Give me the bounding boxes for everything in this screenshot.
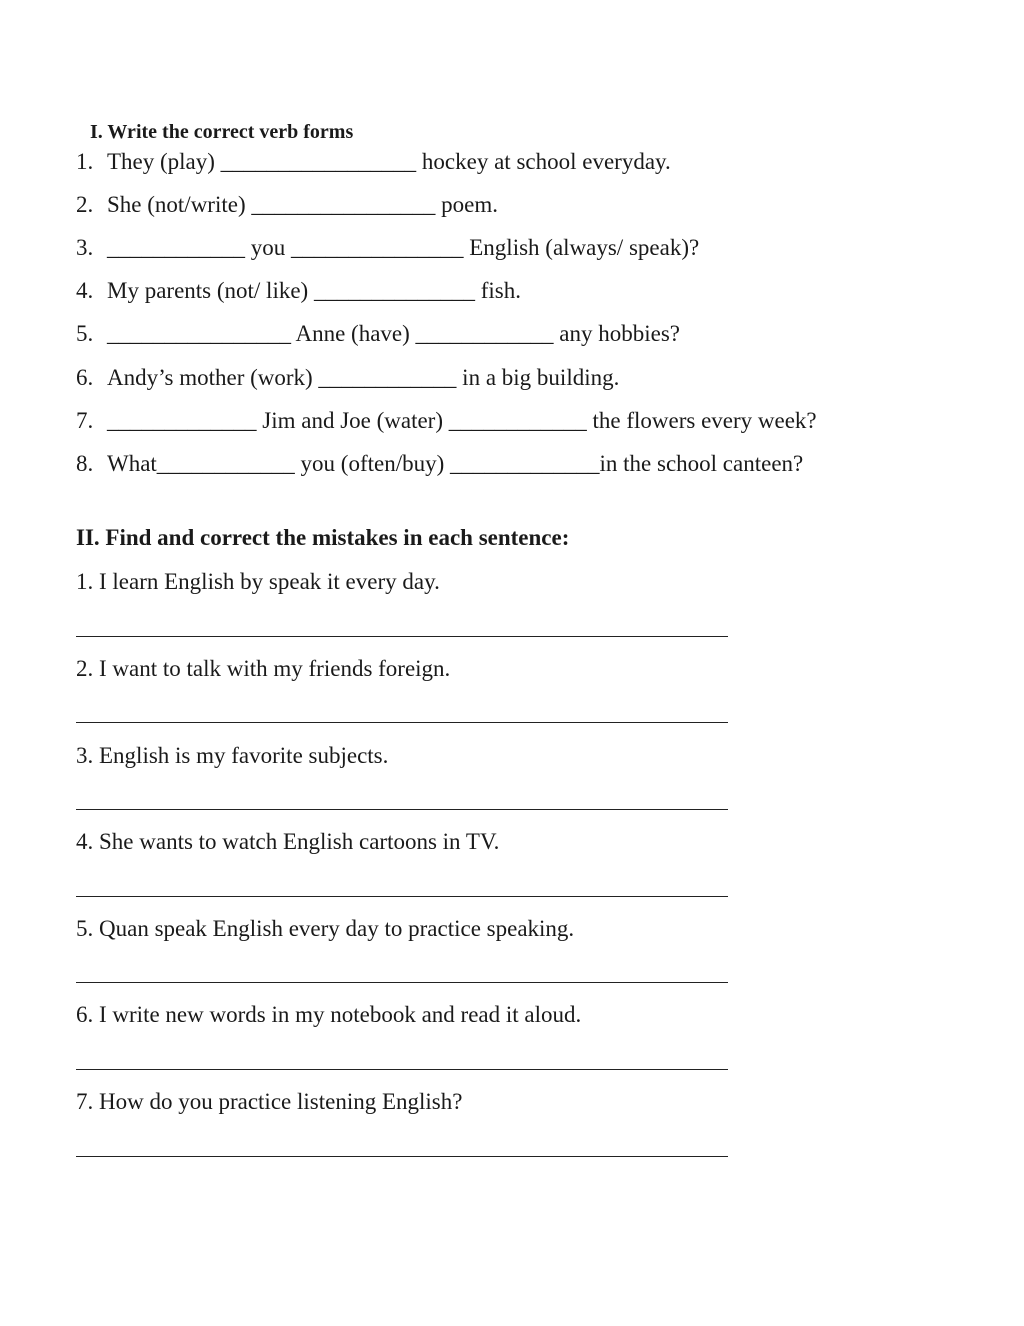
exercise-1-item-2 — [76, 191, 498, 219]
answer-line-3 — [76, 809, 728, 810]
item-number: 6. — [76, 365, 94, 390]
section-2-title: II. Find and correct the mistakes in each sentence: — [76, 525, 570, 550]
item-number: 1. — [76, 149, 94, 174]
item-text: My parents (not/ like) ______________ fish. — [107, 278, 521, 303]
item-number: 8. — [76, 451, 94, 476]
item-number: 4. — [76, 278, 94, 303]
item-number: 2. — [76, 192, 94, 217]
item-text: They (play) _________________ hockey at school everyday. — [107, 149, 671, 174]
section-1-title: I. Write the correct verb forms — [90, 121, 354, 143]
exercise-1-item-8 — [76, 450, 803, 478]
item-text: _____________ Jim and Joe (water) ____________ the flowers every week? — [107, 408, 817, 433]
exercise-1-item-1 — [76, 148, 671, 176]
exercise-1-item-3 — [76, 234, 699, 262]
answer-line-4 — [76, 896, 728, 897]
answer-line-6 — [76, 1069, 728, 1070]
exercise-1-item-4 — [76, 277, 521, 305]
item-number: 3. — [76, 235, 94, 260]
answer-line-2 — [76, 722, 728, 723]
mistake-sentence-7: 7. How do you practice listening English? — [76, 1089, 463, 1114]
item-text: She (not/write) ________________ poem. — [107, 192, 498, 217]
item-text: What____________ you (often/buy) _____________in the school canteen? — [107, 451, 804, 476]
item-number: 7. — [76, 408, 94, 433]
mistake-sentence-3: 3. English is my favorite subjects. — [76, 743, 389, 768]
exercise-1-item-7 — [76, 407, 817, 435]
exercise-1-item-5 — [76, 320, 680, 348]
item-text: ____________ you _______________ English (always/ speak)? — [107, 235, 700, 260]
mistake-sentence-2: 2. I want to talk with my friends foreign. — [76, 656, 451, 681]
mistake-sentence-6: 6. I write new words in my notebook and read it aloud. — [76, 1002, 582, 1027]
mistake-sentence-4: 4. She wants to watch English cartoons in TV. — [76, 829, 500, 854]
answer-line-7 — [76, 1156, 728, 1157]
answer-line-1 — [76, 636, 728, 637]
answer-line-5 — [76, 982, 728, 983]
exercise-1-item-6 — [76, 364, 619, 392]
mistake-sentence-1: 1. I learn English by speak it every day. — [76, 569, 440, 594]
item-number: 5. — [76, 321, 94, 346]
mistake-sentence-5: 5. Quan speak English every day to practice speaking. — [76, 916, 575, 941]
item-text: Andy’s mother (work) ____________ in a big building. — [107, 365, 620, 390]
item-text: ________________ Anne (have) ____________ any hobbies? — [107, 321, 681, 346]
